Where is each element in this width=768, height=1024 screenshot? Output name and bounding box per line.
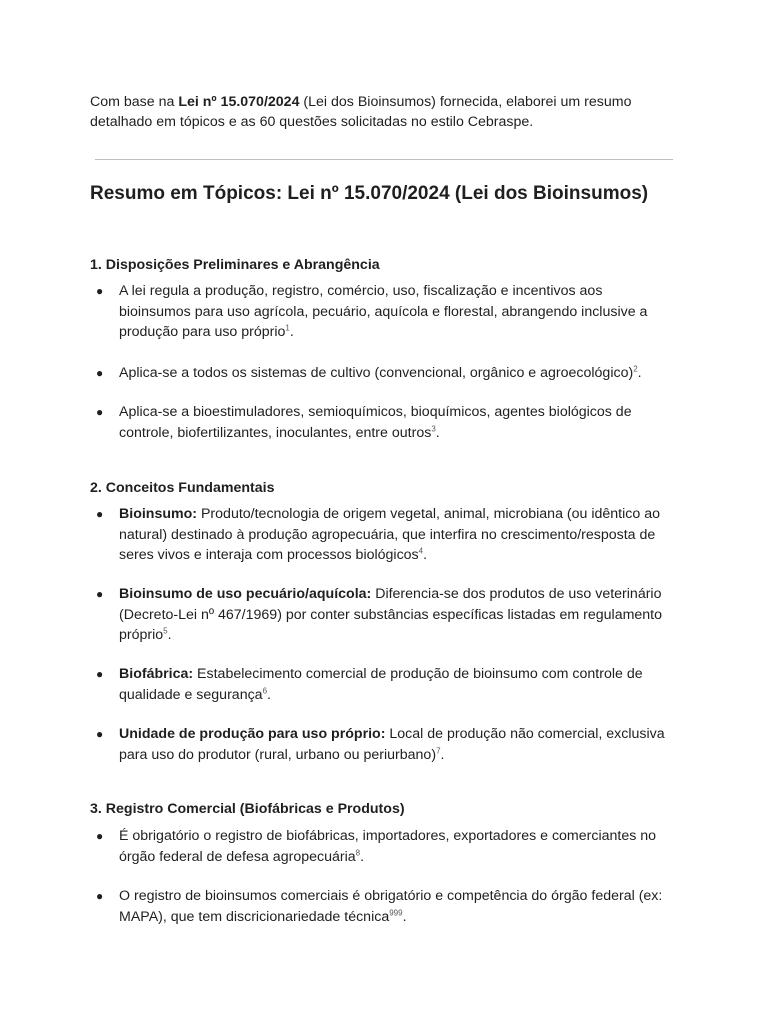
term-label: Biofábrica: — [119, 666, 194, 682]
list-item-text: Aplica-se a todos os sistemas de cultivo (convencional, orgânico e agroecológico)$^2$. — [119, 364, 642, 381]
list-item-text: Aplica-se a bioestimuladores, semioquímicos, bioquímicos, agentes biológicos de controle, biofertilizantes, inoculantes, entre outros$^3$. — [119, 404, 632, 441]
bullet-icon: ● — [96, 587, 104, 601]
bullet-icon: ● — [96, 366, 104, 380]
list-item — [96, 664, 676, 705]
intro-prefix: Com base na — [90, 94, 179, 110]
page-title: Resumo em Tópicos: Lei nº 15.070/2024 (Lei dos Bioinsumos) — [90, 183, 649, 204]
list-item — [96, 886, 676, 927]
footnote-ref: 3 — [431, 423, 436, 433]
footnote-ref: 999 — [389, 907, 403, 917]
section-heading-2: 2. Conceitos Fundamentais — [90, 480, 275, 496]
list-item — [96, 504, 676, 566]
list-item — [96, 584, 676, 646]
bullet-icon: ● — [96, 667, 104, 681]
horizontal-divider — [95, 159, 673, 160]
bullet-icon: ● — [96, 889, 104, 903]
term-label: Bioinsumo de uso pecuário/aquícola: — [119, 586, 372, 602]
list-item — [96, 363, 676, 384]
list-item — [96, 826, 676, 867]
list-item-text: Biofábrica: Estabelecimento comercial de produção de bioinsumo com controle de qualidade e segurança$^6$. — [119, 666, 643, 703]
footnote-ref: 4 — [418, 546, 424, 556]
footnote-ref: 6 — [262, 685, 268, 695]
list-item-text: Bioinsumo: Produto/tecnologia de origem vegetal, animal, microbiana (ou idêntico ao natural) destinado à produção agropecuária, que interfira no crescimento/resposta de seres vivos e interaja com processos biológicos$^4$. — [119, 506, 660, 563]
footnote-ref: 7 — [436, 745, 441, 755]
section-heading-3: 3. Registro Comercial (Biofábricas e Produtos) — [90, 801, 405, 817]
footnote-ref: 8 — [355, 847, 361, 857]
list-item — [96, 402, 676, 443]
intro-suffix: (Lei dos Bioinsumos) fornecida, elaborei um resumo detalhado em tópicos e as 60 questões solicitadas no estilo Cebraspe. — [90, 94, 632, 130]
bullet-icon: ● — [96, 829, 104, 843]
list-item — [96, 281, 676, 343]
list-item — [96, 724, 676, 765]
bullet-icon: ● — [96, 507, 104, 521]
list-item-text: Unidade de produção para uso próprio: Local de produção não comercial, exclusiva para uso do produtor (rural, urbano ou periurbano)$^7$. — [119, 726, 665, 763]
footnote-ref: 2 — [633, 364, 638, 374]
intro-law-name: Lei nº 15.070/2024 — [178, 94, 300, 110]
bullet-icon: ● — [96, 284, 104, 298]
bullet-icon: ● — [96, 405, 104, 419]
intro-paragraph — [90, 92, 690, 132]
list-item-text: Bioinsumo de uso pecuário/aquícola: Diferencia-se dos produtos de uso veterinário (Decreto-Lei nº 467/1969) por conter substâncias específicas listadas em regulamento próprio$^5$. — [119, 586, 663, 643]
section-heading-1: 1. Disposições Preliminares e Abrangência — [90, 257, 380, 273]
footnote-ref: 5 — [163, 626, 168, 636]
term-label: Bioinsumo: — [119, 506, 198, 522]
bullet-icon: ● — [96, 727, 104, 741]
list-item-text: A lei regula a produção, registro, comércio, uso, fiscalização e incentivos aos bioinsumos para uso agrícola, pecuário, aquícola e florestal, abrangendo inclusive a produção para uso próprio$^1$. — [119, 283, 648, 340]
list-item-text: É obrigatório o registro de biofábricas, importadores, exportadores e comerciantes no órgão federal de defesa agropecuária$^8$. — [119, 828, 657, 865]
list-item-text: O registro de bioinsumos comerciais é obrigatório e competência do órgão federal (ex: MAPA), que tem discricionariedade técnica$^{999}$. — [119, 888, 663, 925]
term-label: Unidade de produção para uso próprio: — [119, 726, 386, 742]
footnote-ref: 1 — [285, 323, 290, 333]
